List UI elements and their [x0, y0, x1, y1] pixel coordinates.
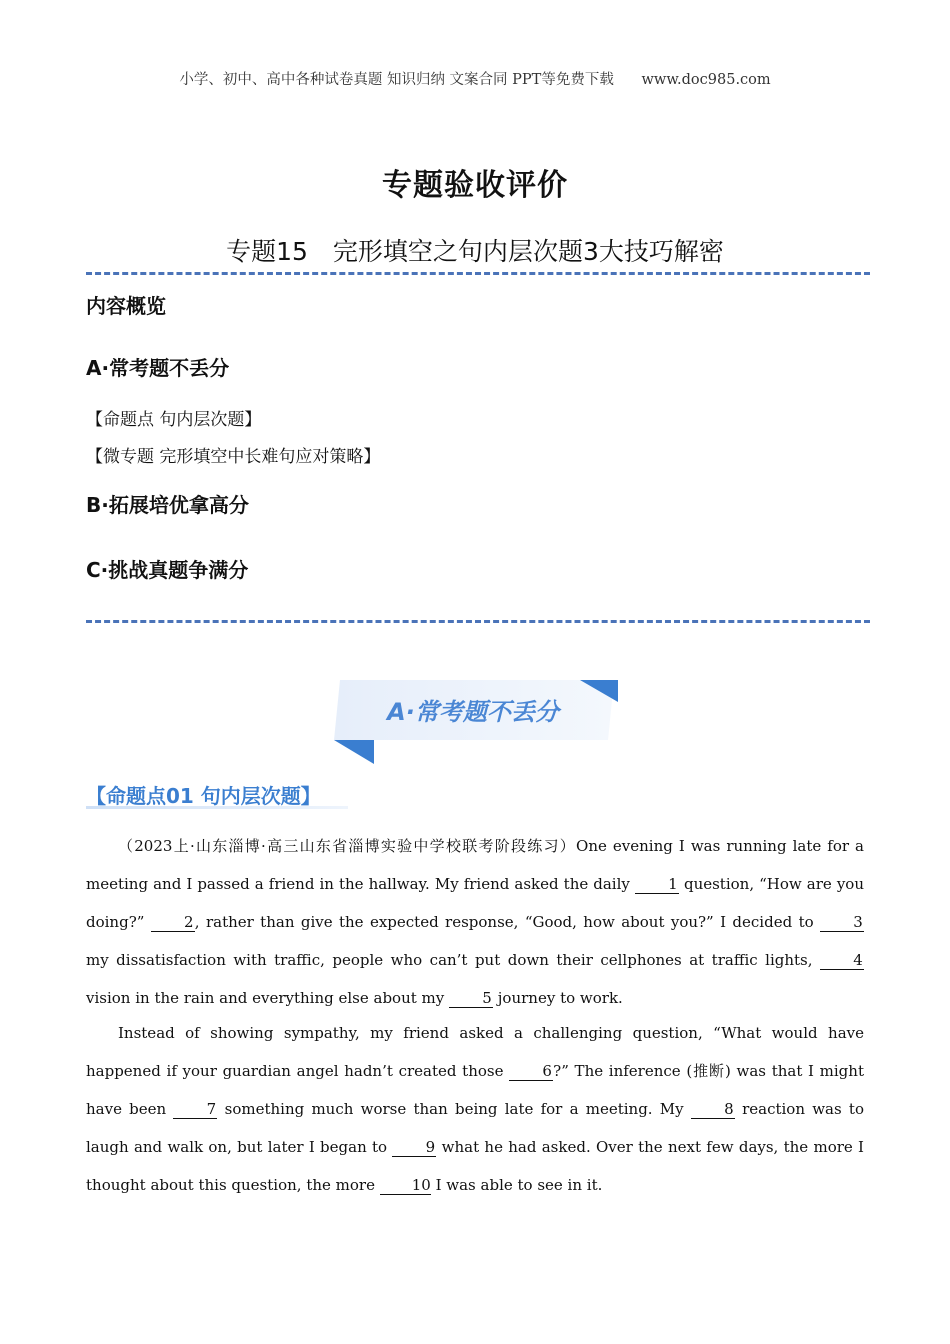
- passage-text: reaction was to laugh and walk on, but later I began to: [86, 1100, 864, 1156]
- blank-3: 3: [820, 913, 864, 932]
- blank-4: 4: [820, 951, 864, 970]
- page-subtitle: 专题15 完形填空之句内层次题3大技巧解密: [226, 237, 724, 266]
- blank-5: 5: [449, 989, 493, 1008]
- blank-10: 10: [380, 1176, 431, 1195]
- passage-text: journey to work.: [493, 989, 623, 1007]
- header-url[interactable]: www.doc985.com: [641, 72, 771, 88]
- overview-section-c: C·挑战真题争满分: [86, 558, 249, 582]
- passage-text: I was able to see in it.: [430, 1176, 603, 1194]
- passage-text: question, “How are you doing?”: [86, 875, 864, 931]
- banner-label: A·常考题不丢分: [387, 698, 559, 726]
- overview-section-b: B·拓展培优拿高分: [86, 493, 249, 517]
- page-header: [0, 68, 950, 89]
- blank-9: 9: [392, 1138, 436, 1157]
- blank-1: 1: [635, 875, 679, 894]
- section-a-banner: [332, 676, 622, 766]
- passage-text: ?” The inference (推断) was that I might have been: [86, 1062, 864, 1118]
- blank-6: 6: [509, 1062, 553, 1081]
- passage-text: something much worse than being late for a meeting. My: [217, 1100, 691, 1118]
- overview-section-a: A·常考题不丢分: [86, 356, 230, 380]
- overview-item-1: 【命题点 句内层次题】: [86, 410, 262, 430]
- passage-text: Instead of showing sympathy, my friend asked a challenging question, “What would have happened if your guardian angel hadn’t created those: [86, 1024, 864, 1080]
- passage-paragraph-1: [86, 827, 864, 1017]
- divider-bottom: [86, 620, 870, 623]
- divider-top: [86, 272, 870, 275]
- passage-text: what he had asked. Over the next few days, the more I thought about this question, the more: [86, 1138, 864, 1194]
- blank-7: 7: [173, 1100, 217, 1119]
- point-title: 【命题点01 句内层次题】: [86, 784, 321, 808]
- blank-2: 2: [151, 913, 195, 932]
- passage-text: vision in the rain and everything else about my: [86, 989, 450, 1007]
- passage-text: my dissatisfaction with traffic, people who can’t put down their cellphones at traffic lights,: [86, 951, 820, 969]
- page-title: 专题验收评价: [382, 168, 568, 203]
- overview-heading: 内容概览: [86, 294, 166, 318]
- header-text: 小学、初中、高中各种试卷真题 知识归纳 文案合同 PPT等免费下载: [179, 72, 614, 88]
- passage-text: （2023上·山东淄博·高三山东省淄博实验中学校联考阶段练习）One evening I was running late for a meeting and I passed a friend in the hallway. My friend asked the daily: [86, 837, 864, 893]
- passage-text: , rather than give the expected response, “Good, how about you?” I decided to: [194, 913, 821, 931]
- overview-item-2: 【微专题 完形填空中长难句应对策略】: [86, 447, 381, 467]
- blank-8: 8: [691, 1100, 735, 1119]
- passage-paragraph-2: [86, 1014, 864, 1204]
